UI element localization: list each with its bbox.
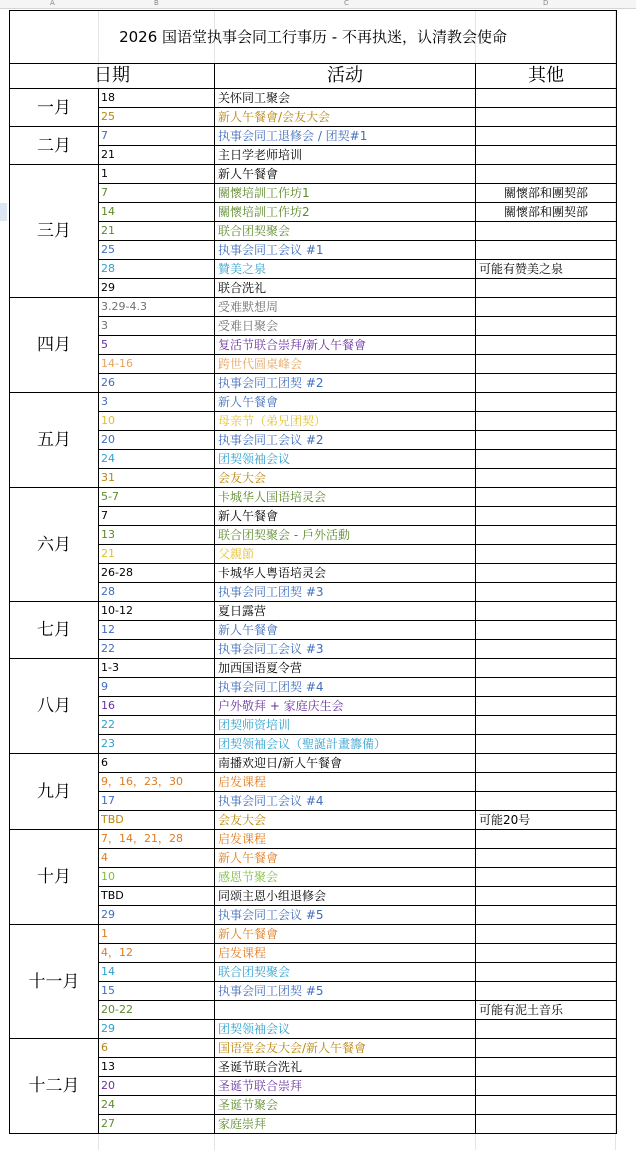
other-cell[interactable]: 可能有赞美之泉 <box>476 260 617 279</box>
event-row <box>10 317 617 336</box>
activity-cell[interactable]: 团契领袖会议（聖誕計畫籌備） <box>215 735 476 754</box>
other-cell[interactable] <box>476 412 617 431</box>
event-row <box>10 108 617 127</box>
event-row <box>10 279 617 298</box>
other-cell[interactable] <box>476 526 617 545</box>
date-cell[interactable]: 29 <box>99 1020 215 1039</box>
other-cell[interactable] <box>476 944 617 963</box>
other-cell[interactable] <box>476 108 617 127</box>
date-cell[interactable]: 7，14，21，28 <box>99 830 215 849</box>
other-cell[interactable] <box>476 1077 617 1096</box>
other-cell[interactable] <box>476 735 617 754</box>
date-cell[interactable]: 24 <box>99 450 215 469</box>
event-row <box>10 393 617 412</box>
date-cell[interactable]: 7 <box>99 507 215 526</box>
date-cell[interactable]: 21 <box>99 222 215 241</box>
other-cell[interactable]: 可能20号 <box>476 811 617 830</box>
event-row <box>10 887 617 906</box>
event-row <box>10 526 617 545</box>
activity-cell[interactable]: 团契领袖会议 <box>215 1020 476 1039</box>
date-cell[interactable]: 31 <box>99 469 215 488</box>
event-row <box>10 336 617 355</box>
activity-cell[interactable]: 受难默想周 <box>215 298 476 317</box>
other-cell[interactable] <box>476 716 617 735</box>
event-row <box>10 944 617 963</box>
other-cell[interactable] <box>476 621 617 640</box>
activity-cell[interactable]: 圣诞节聚会 <box>215 1096 476 1115</box>
date-cell[interactable]: 21 <box>99 545 215 564</box>
title-row <box>10 11 617 64</box>
activity-cell[interactable]: 会友大会 <box>215 469 476 488</box>
other-cell[interactable] <box>476 773 617 792</box>
month-cell[interactable]: 九月 <box>10 754 99 830</box>
date-cell[interactable]: 20 <box>99 431 215 450</box>
event-row <box>10 583 617 602</box>
event-row <box>10 735 617 754</box>
other-cell[interactable] <box>476 1096 617 1115</box>
date-cell[interactable]: 20-22 <box>99 1001 215 1020</box>
date-cell[interactable]: 1-3 <box>99 659 215 678</box>
other-cell[interactable] <box>476 241 617 260</box>
activity-cell[interactable]: 新人午餐會 <box>215 849 476 868</box>
activity-cell[interactable]: 加西国语夏令营 <box>215 659 476 678</box>
other-cell[interactable] <box>476 1039 617 1058</box>
other-cell[interactable] <box>476 1115 617 1134</box>
event-row <box>10 89 617 108</box>
date-cell[interactable]: 15 <box>99 982 215 1001</box>
other-cell[interactable] <box>476 564 617 583</box>
event-row <box>10 1058 617 1077</box>
other-cell[interactable] <box>476 925 617 944</box>
column-letter-c[interactable]: C <box>344 0 349 7</box>
date-cell[interactable]: 5 <box>99 336 215 355</box>
event-row <box>10 925 617 944</box>
event-row <box>10 773 617 792</box>
date-cell[interactable]: 27 <box>99 1115 215 1134</box>
event-row <box>10 678 617 697</box>
date-cell[interactable]: 26 <box>99 374 215 393</box>
activity-cell[interactable]: 贊美之泉 <box>215 260 476 279</box>
date-cell[interactable]: 14-16 <box>99 355 215 374</box>
other-cell[interactable] <box>476 450 617 469</box>
other-cell[interactable] <box>476 697 617 716</box>
date-cell[interactable]: 24 <box>99 1096 215 1115</box>
other-cell[interactable] <box>476 1058 617 1077</box>
event-row <box>10 754 617 773</box>
activity-cell[interactable]: 团契领袖会议 <box>215 450 476 469</box>
other-cell[interactable] <box>476 89 617 108</box>
other-cell[interactable] <box>476 355 617 374</box>
activity-cell[interactable]: 执事会同工团契 #5 <box>215 982 476 1001</box>
activity-cell[interactable]: 新人午餐會 <box>215 165 476 184</box>
event-row <box>10 830 617 849</box>
date-cell[interactable]: 21 <box>99 146 215 165</box>
other-cell[interactable] <box>476 754 617 773</box>
activity-cell[interactable]: 受难日聚会 <box>215 317 476 336</box>
event-row <box>10 431 617 450</box>
other-cell[interactable] <box>476 678 617 697</box>
activity-cell[interactable]: 执事会同工会议 #1 <box>215 241 476 260</box>
other-cell[interactable] <box>476 963 617 982</box>
activity-cell[interactable]: 复活节联合崇拜/新人午餐會 <box>215 336 476 355</box>
event-row <box>10 659 617 678</box>
activity-cell[interactable]: 新人午餐會 <box>215 507 476 526</box>
month-cell[interactable]: 七月 <box>10 602 99 659</box>
activity-cell[interactable]: 父親節 <box>215 545 476 564</box>
activity-cell[interactable]: 执事会同工团契 #2 <box>215 374 476 393</box>
date-cell[interactable]: 18 <box>99 89 215 108</box>
event-row <box>10 165 617 184</box>
activity-cell[interactable]: 团契师资培训 <box>215 716 476 735</box>
event-row <box>10 298 617 317</box>
activity-cell[interactable]: 新人午餐會 <box>215 925 476 944</box>
date-cell[interactable]: 7 <box>99 184 215 203</box>
activity-cell[interactable]: 卡城华人国语培灵会 <box>215 488 476 507</box>
activity-cell[interactable]: 联合团契聚会 <box>215 222 476 241</box>
date-cell[interactable]: 13 <box>99 1058 215 1077</box>
activity-cell[interactable]: 执事会同工会议 #5 <box>215 906 476 925</box>
other-cell[interactable] <box>476 792 617 811</box>
activity-cell[interactable]: 主日学老师培训 <box>215 146 476 165</box>
event-row <box>10 868 617 887</box>
month-cell[interactable]: 十一月 <box>10 925 99 1039</box>
activity-cell[interactable]: 母亲节（弟兄团契） <box>215 412 476 431</box>
event-row <box>10 564 617 583</box>
activity-cell[interactable]: 启发课程 <box>215 944 476 963</box>
date-cell[interactable]: 1 <box>99 165 215 184</box>
event-row <box>10 184 617 203</box>
event-row <box>10 1039 617 1058</box>
header-date[interactable]: 日期 <box>10 64 215 89</box>
date-cell[interactable]: 7 <box>99 127 215 146</box>
sheet-title[interactable]: 2026 国语堂执事会同工行事历 - 不再执迷，认清教会使命 <box>10 11 617 64</box>
activity-cell[interactable]: 执事会同工退修会 / 团契#1 <box>215 127 476 146</box>
activity-cell[interactable]: 户外敬拜 + 家庭庆生会 <box>215 697 476 716</box>
activity-cell[interactable]: 關懷培訓工作坊1 <box>215 184 476 203</box>
month-cell[interactable]: 五月 <box>10 393 99 488</box>
event-row <box>10 1096 617 1115</box>
date-cell[interactable]: 22 <box>99 640 215 659</box>
other-cell[interactable] <box>476 298 617 317</box>
activity-cell[interactable]: 执事会同工会议 #4 <box>215 792 476 811</box>
event-row <box>10 241 617 260</box>
column-letter-b[interactable]: B <box>154 0 159 7</box>
other-cell[interactable] <box>476 469 617 488</box>
other-cell[interactable] <box>476 1020 617 1039</box>
header-other[interactable]: 其他 <box>476 64 617 89</box>
date-cell[interactable]: 29 <box>99 906 215 925</box>
event-row <box>10 716 617 735</box>
event-row <box>10 450 617 469</box>
activity-cell[interactable]: 圣诞节联合洗礼 <box>215 1058 476 1077</box>
event-row <box>10 222 617 241</box>
other-cell[interactable] <box>476 393 617 412</box>
other-cell[interactable] <box>476 887 617 906</box>
event-row <box>10 1020 617 1039</box>
activity-cell[interactable]: 执事会同工团契 #4 <box>215 678 476 697</box>
event-row <box>10 203 617 222</box>
date-cell[interactable]: 29 <box>99 279 215 298</box>
month-cell[interactable]: 一月 <box>10 89 99 127</box>
date-cell[interactable]: 28 <box>99 583 215 602</box>
activity-cell[interactable]: 家庭崇拜 <box>215 1115 476 1134</box>
other-cell[interactable] <box>476 640 617 659</box>
event-row <box>10 602 617 621</box>
activity-cell[interactable]: 联合团契聚会 <box>215 963 476 982</box>
activity-cell[interactable]: 關懷培訓工作坊2 <box>215 203 476 222</box>
date-cell[interactable]: 12 <box>99 621 215 640</box>
date-cell[interactable]: 23 <box>99 735 215 754</box>
event-row <box>10 127 617 146</box>
other-cell[interactable] <box>476 545 617 564</box>
other-cell[interactable] <box>476 849 617 868</box>
date-cell[interactable]: 6 <box>99 1039 215 1058</box>
event-row <box>10 792 617 811</box>
event-row <box>10 1115 617 1134</box>
other-cell[interactable] <box>476 127 617 146</box>
event-row <box>10 260 617 279</box>
activity-cell[interactable]: 启发课程 <box>215 773 476 792</box>
activity-cell[interactable]: 新人午餐會 <box>215 393 476 412</box>
date-cell[interactable]: 25 <box>99 241 215 260</box>
date-cell[interactable]: 20 <box>99 1077 215 1096</box>
activity-cell[interactable]: 夏日露营 <box>215 602 476 621</box>
date-cell[interactable]: 13 <box>99 526 215 545</box>
other-cell[interactable] <box>476 279 617 298</box>
event-row <box>10 963 617 982</box>
activity-cell[interactable]: 启发课程 <box>215 830 476 849</box>
activity-cell[interactable]: 感恩节聚会 <box>215 868 476 887</box>
month-cell[interactable]: 三月 <box>10 165 99 298</box>
date-cell[interactable]: 17 <box>99 792 215 811</box>
activity-cell[interactable]: 新人午餐會/会友大会 <box>215 108 476 127</box>
other-cell[interactable] <box>476 488 617 507</box>
event-row <box>10 982 617 1001</box>
other-cell[interactable] <box>476 146 617 165</box>
event-row <box>10 640 617 659</box>
other-cell[interactable] <box>476 222 617 241</box>
event-row <box>10 469 617 488</box>
date-cell[interactable]: 14 <box>99 963 215 982</box>
event-row <box>10 412 617 431</box>
header-activity[interactable]: 活动 <box>215 64 476 89</box>
activity-cell[interactable]: 卡城华人粤语培灵会 <box>215 564 476 583</box>
date-cell[interactable]: 25 <box>99 108 215 127</box>
date-cell[interactable]: 22 <box>99 716 215 735</box>
month-cell[interactable]: 八月 <box>10 659 99 754</box>
date-cell[interactable]: 16 <box>99 697 215 716</box>
column-letter-a[interactable]: A <box>50 0 55 7</box>
event-row <box>10 621 617 640</box>
event-row <box>10 488 617 507</box>
activity-cell[interactable]: 国语堂会友大会/新人午餐會 <box>215 1039 476 1058</box>
event-row <box>10 355 617 374</box>
date-cell[interactable]: 9 <box>99 678 215 697</box>
date-cell[interactable]: TBD <box>99 887 215 906</box>
event-row <box>10 146 617 165</box>
header-row <box>10 64 617 89</box>
other-cell[interactable] <box>476 868 617 887</box>
other-cell[interactable] <box>476 431 617 450</box>
event-row <box>10 374 617 393</box>
other-cell[interactable] <box>476 374 617 393</box>
other-cell[interactable]: 可能有泥土音乐 <box>476 1001 617 1020</box>
other-cell[interactable] <box>476 507 617 526</box>
activity-cell[interactable]: 执事会同工团契 #3 <box>215 583 476 602</box>
month-cell[interactable]: 二月 <box>10 127 99 165</box>
date-cell[interactable]: 10 <box>99 868 215 887</box>
event-row <box>10 811 617 830</box>
other-cell[interactable] <box>476 830 617 849</box>
other-cell[interactable] <box>476 583 617 602</box>
date-cell[interactable]: 9，16，23，30 <box>99 773 215 792</box>
month-cell[interactable]: 六月 <box>10 488 99 602</box>
date-cell[interactable]: 6 <box>99 754 215 773</box>
date-cell[interactable]: TBD <box>99 811 215 830</box>
month-cell[interactable]: 四月 <box>10 298 99 393</box>
other-cell[interactable] <box>476 659 617 678</box>
date-cell[interactable]: 4 <box>99 849 215 868</box>
schedule-table <box>9 10 617 1134</box>
activity-cell[interactable]: 同颂主恩小组退修会 <box>215 887 476 906</box>
event-row <box>10 1001 617 1020</box>
date-cell[interactable]: 3 <box>99 393 215 412</box>
date-cell[interactable]: 5-7 <box>99 488 215 507</box>
date-cell[interactable]: 10-12 <box>99 602 215 621</box>
activity-cell[interactable]: 执事会同工会议 #2 <box>215 431 476 450</box>
date-cell[interactable]: 3.29-4.3 <box>99 298 215 317</box>
event-row <box>10 1077 617 1096</box>
event-row <box>10 906 617 925</box>
activity-cell[interactable]: 南播欢迎日/新人午餐會 <box>215 754 476 773</box>
date-cell[interactable]: 28 <box>99 260 215 279</box>
event-row <box>10 697 617 716</box>
activity-cell[interactable]: 关怀同工聚会 <box>215 89 476 108</box>
activity-cell[interactable]: 联合洗礼 <box>215 279 476 298</box>
other-cell[interactable]: 關懷部和團契部 <box>476 203 617 222</box>
activity-cell[interactable]: 新人午餐會 <box>215 621 476 640</box>
column-letter-d[interactable]: D <box>543 0 549 7</box>
date-cell[interactable]: 3 <box>99 317 215 336</box>
other-cell[interactable] <box>476 906 617 925</box>
other-cell[interactable]: 關懷部和團契部 <box>476 184 617 203</box>
date-cell[interactable]: 1 <box>99 925 215 944</box>
activity-cell[interactable] <box>215 1001 476 1020</box>
date-cell[interactable]: 10 <box>99 412 215 431</box>
date-cell[interactable]: 26-28 <box>99 564 215 583</box>
other-cell[interactable] <box>476 336 617 355</box>
other-cell[interactable] <box>476 317 617 336</box>
event-row <box>10 507 617 526</box>
other-cell[interactable] <box>476 165 617 184</box>
activity-cell[interactable]: 会友大会 <box>215 811 476 830</box>
other-cell[interactable] <box>476 602 617 621</box>
date-cell[interactable]: 14 <box>99 203 215 222</box>
event-row <box>10 849 617 868</box>
activity-cell[interactable]: 圣诞节联合崇拜 <box>215 1077 476 1096</box>
date-cell[interactable]: 4，12 <box>99 944 215 963</box>
event-row <box>10 545 617 564</box>
month-cell[interactable]: 十月 <box>10 830 99 925</box>
month-cell[interactable]: 十二月 <box>10 1039 99 1134</box>
activity-cell[interactable]: 联合团契聚会 - 戶外活動 <box>215 526 476 545</box>
other-cell[interactable] <box>476 982 617 1001</box>
activity-cell[interactable]: 跨世代圆桌峰会 <box>215 355 476 374</box>
schedule-body <box>10 11 617 1134</box>
activity-cell[interactable]: 执事会同工会议 #3 <box>215 640 476 659</box>
